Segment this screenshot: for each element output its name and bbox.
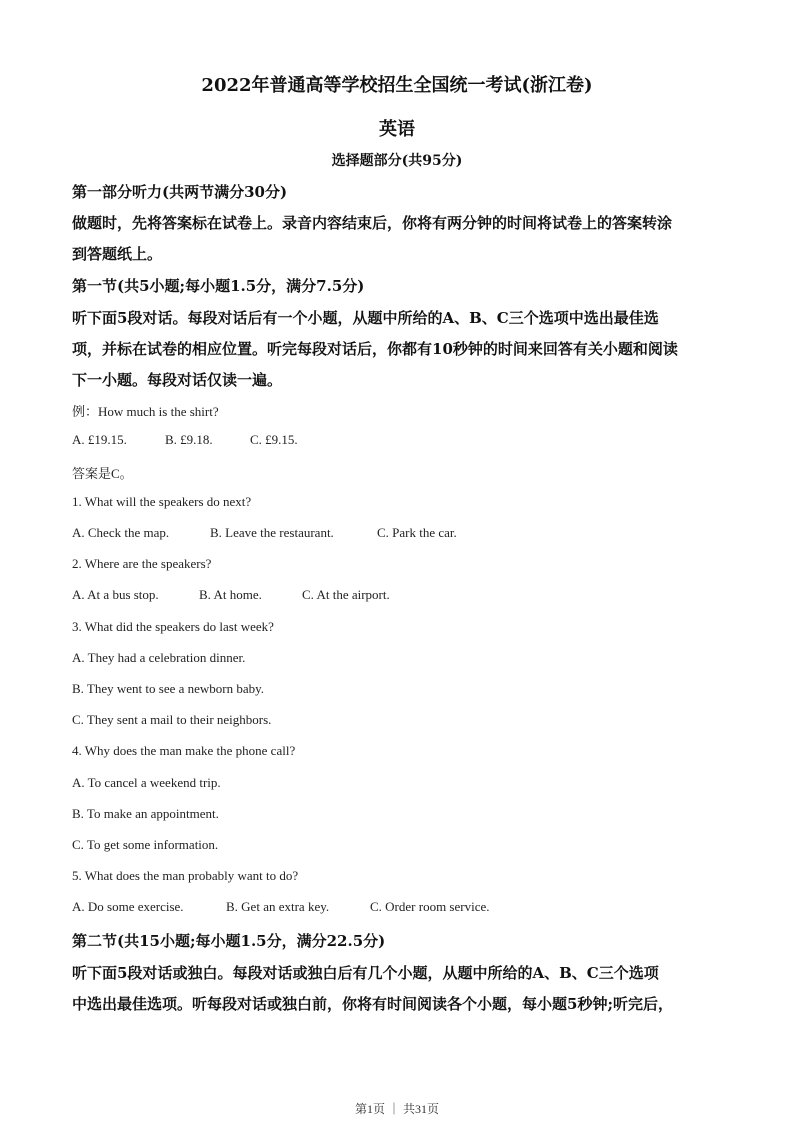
question-1-stem: 1. What will the speakers do next? [72,494,252,509]
question-3-option-a: A. They had a celebration dinner. [72,650,246,665]
option-a: A. £19.15. [72,432,127,447]
question-2-options [72,587,390,603]
section-title: 选择题部分(共95分) [331,153,463,169]
option-b: B. Leave the restaurant. [210,525,334,540]
section2-instruction-line-2: 中选出最佳选项。听每段对话或独白前，你将有时间阅读各个小题，每小题5秒钟;听完后， [72,995,673,1013]
section2-heading: 第二节(共15小题;每小题1.5分，满分22.5分) [72,932,386,950]
option-c: C. Order room service. [370,899,490,914]
section1-instruction-line-3: 下一小题。每段对话仅读一遍。 [72,371,283,389]
example-answer: 答案是C。 [72,466,133,481]
option-b: B. At home. [199,587,262,602]
page-number: 第1页 ｜ 共31页 [354,1102,439,1116]
subject-title: 英语 [379,119,415,140]
question-5-stem: 5. What does the man probably want to do? [72,868,299,883]
question-2-stem: 2. Where are the speakers? [72,556,212,571]
section2-instruction-line-1: 听下面5段对话或独白。每段对话或独白后有几个小题，从题中所给的A、B、C三个选项 [72,964,659,982]
option-c: C. Park the car. [377,525,457,540]
option-a: A. Check the map. [72,525,170,540]
question-4-option-c: C. To get some information. [72,837,219,852]
exam-title: 2022年普通高等学校招生全国统一考试(浙江卷) [201,75,593,96]
part1-instruction-line-1: 做题时，先将答案标在试卷上。录音内容结束后，你将有两分钟的时间将试卷上的答案转涂 [72,214,673,232]
question-4-option-b: B. To make an appointment. [72,806,219,821]
question-3-option-c: C. They sent a mail to their neighbors. [72,712,272,727]
part1-instruction-line-2: 到答题纸上。 [72,245,163,263]
question-4-option-a: A. To cancel a weekend trip. [72,775,221,790]
example-options [72,432,298,448]
option-b: B. £9.18. [165,432,213,447]
question-1-options [72,525,457,541]
question-3-option-b: B. They went to see a newborn baby. [72,681,265,696]
section1-heading: 第一节(共5小题;每小题1.5分，满分7.5分) [72,277,365,295]
section1-instruction-line-2: 项，并标在试卷的相应位置。听完每段对话后，你都有10秒钟的时间来回答有关小题和阅读 [72,340,678,358]
question-5-options [72,899,490,915]
question-3-stem: 3. What did the speakers do last week? [72,619,274,634]
option-a: A. At a bus stop. [72,587,159,602]
option-a: A. Do some exercise. [72,899,184,914]
question-4-stem: 4. Why does the man make the phone call? [72,743,296,758]
option-b: B. Get an extra key. [226,899,330,914]
option-c: C. At the airport. [302,587,390,602]
part1-heading: 第一部分听力(共两节满分30分) [72,183,288,201]
example-question: 例：How much is the shirt? [72,404,219,419]
section1-instruction-line-1: 听下面5段对话。每段对话后有一个小题，从题中所给的A、B、C三个选项中选出最佳选 [72,309,659,327]
option-c: C. £9.15. [250,432,298,447]
